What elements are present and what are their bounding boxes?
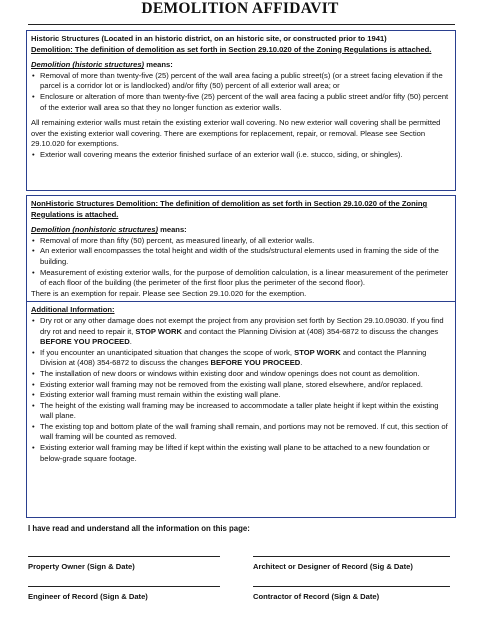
historic-means-suffix: means: (144, 60, 173, 70)
list-item: • The installation of new doors or windows within existing door and window openings does not count as demolition. (31, 369, 451, 380)
architect-signature-block[interactable] (253, 556, 450, 573)
list-item: • The height of the existing wall framing may be increased to accommodate a taller plate height if kept within the existing wall plane. (31, 401, 451, 422)
historic-bullet-list (31, 71, 451, 113)
b2-text: If you encounter an unanticipated situation that changes the scope of work, (40, 347, 295, 357)
acknowledgement-statement: I have read and understand all the information on this page: (28, 524, 250, 533)
signature-line[interactable] (253, 556, 450, 557)
list-item: • The existing top and bottom plate of the wall framing shall remain, and portions may not be removed. If cut, this section of wall framing will be counted as removed. (31, 422, 451, 443)
contractor-signature-caption: Contractor of Record (Sign & Date) (253, 592, 380, 601)
signature-line[interactable] (28, 556, 220, 557)
list-item: • Removal of more than twenty-five (25) percent of the wall area facing a public street(s) (or a street facing elevation if the parcel is a corridor lot or is landlocked) and/or fifty (50) percent of all exterior wall area; or (31, 71, 451, 92)
engineer-signature-block[interactable] (28, 586, 220, 603)
page-title: DEMOLITION AFFIDAVIT (141, 0, 339, 17)
list-item: • Exterior wall covering means the exterior finished surface of an exterior wall (i.e. stucco, siding, or shingles). (31, 150, 451, 161)
historic-structures-section (26, 30, 456, 191)
list-item: • Measurement of existing exterior walls, for the purpose of demolition calculation, is a linear measurement of the perimeter of each floor of the building (the perimeter of the first floor plus the perimeter of the second floor). (31, 268, 451, 289)
engineer-signature-caption: Engineer of Record (Sign & Date) (28, 592, 148, 601)
section-divider (27, 301, 455, 302)
nonhistoric-exemption: There is an exemption for repair. Please see Section 29.10.020 for the exemption. (31, 288, 307, 298)
list-item (31, 348, 451, 369)
list-item: • Enclosure or alteration of more than twenty-five (25) percent of the wall area facing a public street and/or fifty (50) percent of the exterior wall area so that they no longer function as exterior walls. (31, 92, 451, 113)
signature-line[interactable] (253, 586, 450, 587)
contractor-signature-block[interactable] (253, 586, 450, 603)
nonhistoric-heading: NonHistoric Structures Demolition: The definition of demolition as set forth in Section 29.10.020 of the Zoning Regulations is attached. (31, 199, 428, 219)
owner-signature-caption: Property Owner (Sign & Date) (28, 562, 135, 571)
historic-paragraph: All remaining exterior walls must retain the existing exterior wall covering. No new exterior wall covering shall be permitted over the existing exterior wall covering. There are exemptions for replacement, repair, or removal. Please see Section 29.10.020 for exemptions. (31, 118, 441, 149)
list-item: • An exterior wall encompasses the total height and width of the studs/structural elements used in framing the side of the building. (31, 246, 451, 267)
nonhistoric-means-suffix: means: (158, 225, 187, 235)
stop-work-emphasis: STOP WORK (294, 347, 341, 357)
nonhistoric-bullet-list (31, 236, 451, 289)
list-item: • Existing exterior wall framing must remain within the existing wall plane. (31, 390, 451, 401)
b1-text: Dry rot or any other damage does not exempt the project from any provision set forth by Section 29.10.09030. If you find dry rot and need to repair it, (40, 315, 444, 336)
b2-text-mid: and contact the Planning Division at (408) 354-6872 to discuss the changes (40, 347, 427, 368)
historic-heading: Historic Structures (Located in an historic district, on an historic site, or constructed prior to 1941) (31, 34, 387, 43)
signature-line[interactable] (28, 586, 220, 587)
nonhistoric-means-label: Demolition (nonhistoric structures) (31, 225, 158, 235)
historic-definition: Demolition: The definition of demolition as set forth in Section 29.10.020 of the Zoning Regulations is attached. (31, 44, 432, 54)
b2-text-end: . (300, 358, 303, 368)
title-underline (28, 24, 455, 25)
nonhistoric-means (31, 225, 451, 236)
list-item: • Removal of more than fifty (50) percent, as measured linearly, of all exterior walls. (31, 236, 451, 247)
historic-means-label: Demolition (historic structures) (31, 60, 145, 70)
stop-work-emphasis: STOP WORK (135, 326, 182, 336)
list-item: • Existing exterior wall framing may be lifted if kept within the existing wall plane to be attached to a new foundation or below-grade square footage. (31, 443, 451, 464)
b1-text-mid: and contact the Planning Division at (408) 354-6872 to discuss the changes (181, 326, 439, 336)
before-you-proceed-emphasis: BEFORE YOU PROCEED (210, 358, 301, 368)
b1-text-end: . (129, 337, 132, 347)
nonhistoric-structures-section (26, 195, 456, 518)
owner-signature-block[interactable] (28, 556, 220, 573)
architect-signature-caption: Architect or Designer of Record (Sig & Date) (253, 562, 413, 571)
additional-bullet-list (31, 316, 451, 464)
historic-means (31, 60, 451, 71)
before-you-proceed-emphasis: BEFORE YOU PROCEED (40, 337, 130, 347)
additional-heading: Additional Information: (31, 305, 115, 315)
list-item: • Existing exterior wall framing may not be removed from the existing wall plane, stored elsewhere, and/or replaced. (31, 380, 451, 391)
list-item (31, 316, 451, 348)
